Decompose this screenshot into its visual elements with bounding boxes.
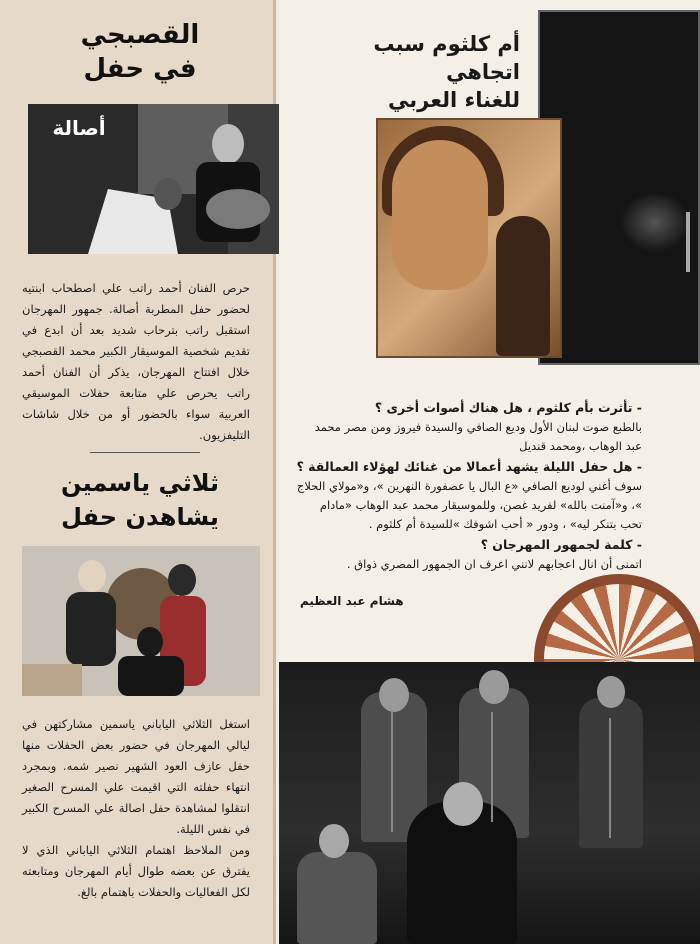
choir-member-head: [597, 676, 625, 708]
choir-member: [579, 698, 643, 848]
illustration-umm-kulthum: [376, 118, 562, 358]
answer-1: بالطبع صوت لبنان الأول وديع الصافي والسيدة فيروز ومن مصر محمد عبد الوهاب ،ومحمد قنديل: [314, 420, 642, 453]
article-body-yasmin-p1: استغل الثلاثي الياباني ياسمين مشاركتهن في ليالي المهرجان في حضور بعض الحفلات منها حفل عازف العود الشهير نصير شمه. وبمجرد انتهاء حفلته التي اقيمت علي المسرح الصغير انتقلوا لمشاهدة حفل اصالة علي المسرح الكبير في نفس الليلة.: [22, 717, 250, 836]
choir-member-head: [379, 678, 409, 712]
interview-qa: [296, 398, 642, 575]
answer-3: اتمنى أن انال اعجابهم لانني اعرف ان الجمهور المصري ذواق .: [346, 557, 642, 571]
article-body-yasmin-p2: ومن الملاحظ اهتمام الثلاثي الياباني الذي لا يفترق عن بعضه طوال أيام المهرجان ومتابعته لكل الفعاليات والحفلات باهتمام بالغ.: [22, 843, 250, 899]
divider: [90, 452, 200, 453]
microphone-stand: [609, 718, 611, 838]
main-headline-line: أم كلثوم سبب اتجاهي: [373, 32, 520, 84]
main-headline-line: للغناء العربي: [388, 88, 520, 112]
question-2: - هل حفل الليلة يشهد أعمالا من غنائك لهؤلاء العمالقة ؟: [296, 459, 642, 474]
photo-japanese-trio: [22, 546, 260, 696]
headline-line: القصبجي: [80, 20, 200, 50]
question-1: - تأثرت بأم كلثوم ، هل هناك أصوات أخرى ؟: [374, 400, 642, 415]
portrait-face: [392, 140, 488, 290]
photo-concert-stage: [279, 662, 700, 944]
question-3: - كلمة لجمهور المهرجان ؟: [480, 537, 642, 552]
choir-member-head: [479, 670, 509, 704]
photo-caption-asala: أصالة: [52, 116, 106, 140]
author-byline: هشام عبد العظيم: [300, 594, 404, 608]
answer-2: سوف أغني لوديع الصافي «ع البال يا عصفورة النهرين »، و«مولاي الحلاج »، و«آمنت بالله» لفريد غصن، وللموسيقار محمد عبد الوهاب «مادام تحب بتنكر ليه» ، ودور « أحب اشوفك »للسيدة أم كلثوم .: [296, 479, 642, 531]
musician-head: [319, 824, 349, 858]
trio-photo-art: [22, 546, 260, 696]
photo-dark-stage-detail: [538, 10, 700, 365]
microphone-stand: [391, 712, 393, 832]
musician-seated: [297, 852, 377, 944]
microphone-stand: [491, 712, 493, 822]
portrait-singer-figure: [496, 216, 550, 356]
lead-singer-head: [443, 782, 483, 826]
sidebar-column: [0, 0, 276, 944]
microphone-stand: [686, 212, 690, 272]
photo-oud-player: [28, 104, 312, 254]
stage-highlight: [620, 192, 690, 252]
headline-line: ثلاثي ياسمين: [61, 469, 219, 497]
headline-line: يشاهدن حفل: [61, 503, 219, 531]
main-headline: [300, 30, 520, 114]
headline-line: في حفل: [83, 54, 197, 84]
article-body-qasabgi: حرص الفنان أحمد راتب علي اصطحاب ابنتيه لحضور حفل المطربة أصالة. جمهور المهرجان استقبل راتب بترحاب شديد بعد أن ابدع في تقديم شخصية الموسيقار الكبير محمد القصبجي خلال افتتاح المهرجان، يذكر أن الفنان أحمد راتب يحرص علي متابعة حفلات الموسيقي العربية سواء بالحضور أو من خلال شاشات التليفزيون.: [22, 281, 250, 442]
headline-qasabgi: [40, 18, 240, 86]
